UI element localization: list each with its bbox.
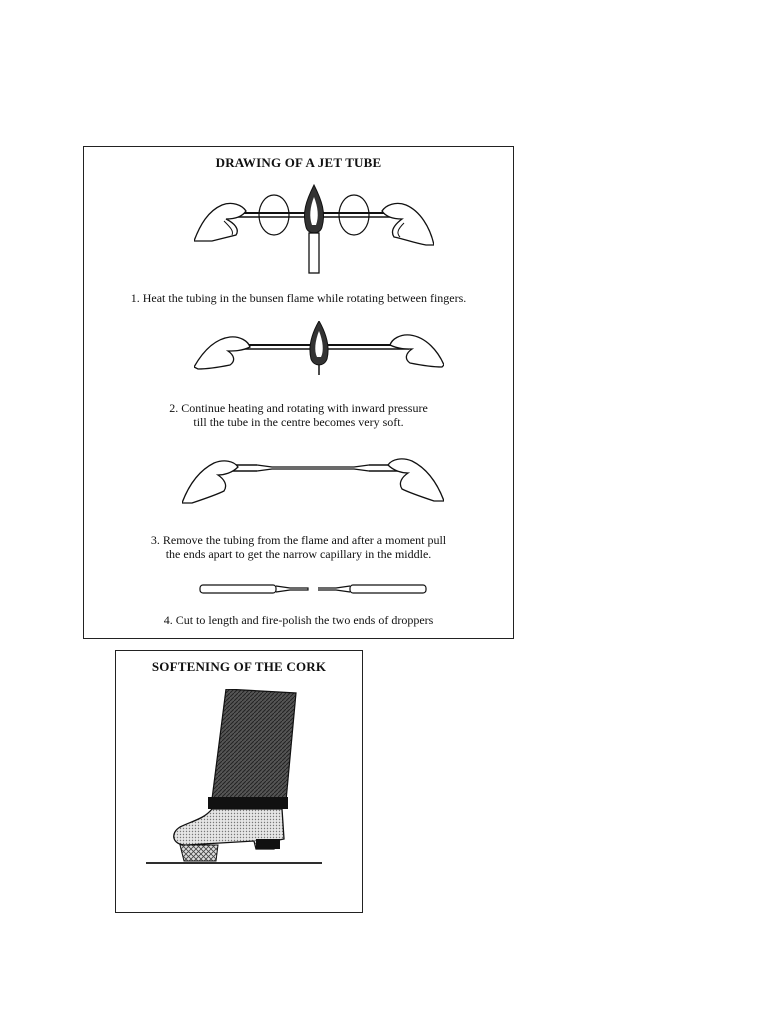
step2-caption-line2: till the tube in the centre becomes very soft. <box>193 415 404 429</box>
jet-tube-title: DRAWING OF A JET TUBE <box>215 155 382 170</box>
cork-illustration <box>146 689 326 879</box>
step2-illustration <box>194 321 444 375</box>
step3-caption-line2: the ends apart to get the narrow capillary in the middle. <box>165 547 432 561</box>
step1-illustration <box>194 183 434 275</box>
step2-caption-line1: 2. Continue heating and rotating with inward pressure <box>169 401 428 415</box>
jet-tube-panel <box>83 146 514 639</box>
cork-panel <box>115 650 363 913</box>
step3-caption-line1: 3. Remove the tubing from the flame and after a moment pull <box>150 533 447 547</box>
step3-illustration <box>182 451 444 511</box>
step4-caption: 4. Cut to length and fire-polish the two ends of droppers <box>163 613 434 627</box>
step4-illustration <box>196 579 430 601</box>
step1-caption: 1. Heat the tubing in the bunsen flame while rotating between fingers. <box>130 291 467 305</box>
cork-title: SOFTENING OF THE CORK <box>151 659 327 674</box>
